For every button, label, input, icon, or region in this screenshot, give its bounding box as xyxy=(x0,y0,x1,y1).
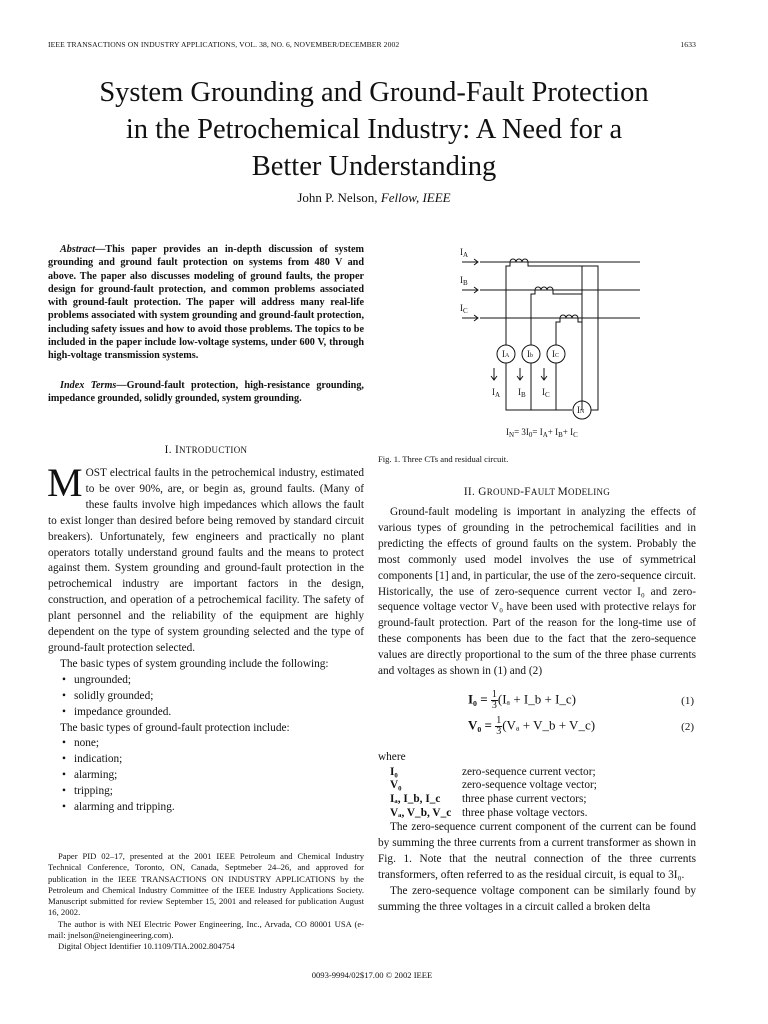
grounding-types-list xyxy=(62,673,364,721)
list-item: • tripping; xyxy=(62,784,364,800)
footnote-doi: Digital Object Identifier 10.1109/TIA.2002.804754 xyxy=(58,941,235,952)
table-row: Vₐ, V_b, V_c three phase voltage vectors. xyxy=(390,806,588,819)
intro-paragraph-3: The basic types of ground-fault protection include: xyxy=(60,721,290,734)
symbol-definitions xyxy=(390,766,597,820)
abstract-label: Abstract xyxy=(60,244,96,255)
index-terms xyxy=(48,379,364,406)
index-terms-label: Index Terms xyxy=(60,380,117,391)
modeling-paragraph-2: The zero-sequence current component of the current can be found by summing the three currents from a current transformer as shown in Fig. 1. Note that the neutral connection of the three currents transformers, often referred to as the residual circuit, is equal to 3I₀. xyxy=(378,821,696,881)
introduction-body xyxy=(47,460,364,816)
author-name: John P. Nelson, xyxy=(297,190,378,205)
list-item: • alarming; xyxy=(62,768,364,784)
abstract xyxy=(48,243,364,363)
svg-text:IA: $I_A$ xyxy=(492,387,501,399)
title-line-3: Better Understanding xyxy=(251,151,497,182)
copyright-line: 0093-9994/02$17.00 © 2002 IEEE xyxy=(311,970,433,980)
footnote xyxy=(48,851,364,953)
where-label: where xyxy=(378,750,406,763)
svg-text:Ib: Ib xyxy=(527,349,533,359)
list-item: • impedance grounded. xyxy=(62,705,364,721)
equation-1-number: (1) xyxy=(681,694,694,707)
table-row: I₀ zero-sequence current vector; xyxy=(390,765,596,778)
svg-text:IC: $I_C$ xyxy=(460,303,468,315)
modeling-paragraph-3: The zero-sequence voltage component can be similarly found by summing the three voltages in a circuit called a broken delta xyxy=(378,884,696,913)
author-grade: Fellow, IEEE xyxy=(380,190,451,205)
list-item: • ungrounded; xyxy=(62,673,364,689)
svg-text:IB: $I_B$ xyxy=(460,275,468,287)
table-row: V₀ zero-sequence voltage vector; xyxy=(390,779,597,792)
equation-1: I₀ = $\frac{1}{3}$ (Iₐ + I_b + I_c) (1) xyxy=(468,688,694,711)
title-line-1: System Grounding and Ground-Fault Protection xyxy=(99,77,649,108)
paper-title xyxy=(40,74,708,185)
svg-text:IC: IC xyxy=(552,349,560,359)
intro-paragraph-1: OST electrical faults in the petrochemical industry, estimated to be over 90%, are, or begin as, ground faults. (Many of these faults involve high impedances which allows the fault to exist longer than desired before being removed by standard circuit breakers). Unfortunately, few engineers and practically no plant operators totally understand ground faults and the means to protect against them. System grounding and ground-fault protection in the petrochemical industry are important factors in the design, construction, and operation of a petrochemical facility. The safety of plant personnel and the reliability of the equipment are highly dependent on the type of system grounding selected and the type of ground-fault protection selected. xyxy=(48,467,364,654)
svg-text:IA: IA xyxy=(502,349,510,359)
section-heading-introduction: I. INTRODUCTION xyxy=(164,444,248,456)
footnote-paragraph-1: Paper PID 02–17, presented at the 2001 IEEE Petroleum and Chemical Industry Technical Conference, Toronto, ON, Canada, Septmeber 24–26, and approved for publication in the IEEE TRANSACTIONS ON INDUSTRY APPLICATIONS by the Petroleum and Chemical Industry Committee of the IEEE Industry Applications Society. Manuscript submitted for review September 15, 2001 and released for publication August 16, 2002. xyxy=(48,851,364,918)
figure-ct-residual-circuit xyxy=(440,240,640,445)
ground-fault-modeling-body xyxy=(378,505,696,916)
intro-paragraph-2: The basic types of system grounding include the following: xyxy=(60,657,329,670)
list-item: • indication; xyxy=(62,752,364,768)
protection-types-list xyxy=(62,736,364,816)
list-item: • solidly grounded; xyxy=(62,689,364,705)
running-head xyxy=(48,40,696,49)
equation-2-number: (2) xyxy=(681,720,694,733)
svg-text:IA: $I_A$ xyxy=(460,247,469,259)
drop-cap: M xyxy=(47,460,83,505)
table-row: Iₐ, I_b, I_c three phase current vectors; xyxy=(390,793,587,806)
svg-text:IN: IN xyxy=(577,405,585,415)
equation-2: V₀ = $\frac{1}{3}$ (Vₐ + V_b + V_c) (2) xyxy=(468,714,694,737)
page-number: 1633 xyxy=(680,40,696,49)
modeling-paragraph-1: Ground-fault modeling is important in analyzing the effects of various types of grounding in the petrochemical facilities and in predicting the effects of ground faults on the system. Probably the most commonly used model involves the use of symmetrical components [1] and, in particular, the use of the zero-sequence circuit. Historically, the use of zero-sequence current vector I₀ and zero-sequence voltage vector V₀ have been used with protective relays for ground-fault protection. Part of the reason for the long-time use of these components has been due to the fact that the zero-sequence values are directly proportional to the sum of the three phase currents and voltages as shown in (1) and (2) xyxy=(378,506,696,678)
journal-citation: IEEE TRANSACTIONS ON INDUSTRY APPLICATIONS, VOL. 38, NO. 6, NOVEMBER/DECEMBER 2002 xyxy=(48,40,400,49)
figure-equation: $I_N= 3I_0= I_A+ I_B+ I_C$ xyxy=(506,427,578,439)
svg-text:IB: $I_B$ xyxy=(518,387,526,399)
index-terms-text: —Ground-fault protection, high-resistance grounding, impedance grounded, solidly grounded, system grounding. xyxy=(48,380,364,405)
title-line-2: in the Petrochemical Industry: A Need for a xyxy=(125,114,623,145)
author-line xyxy=(40,190,708,206)
list-item: • alarming and tripping. xyxy=(62,800,364,816)
list-item: • none; xyxy=(62,736,364,752)
abstract-text: —This paper provides an in-depth discussion of system grounding and ground fault protection on systems from 480 V and above. The paper also discusses modeling of ground faults, the proper design for ground-fault protection, and common problems associated with ground-fault protection. The paper will address many real-life problems associated with system grounding and ground-fault protection, including safety issues and how to avoid those problems. The topics to be included in the paper include low-voltage systems, under 600 V, through high-voltage transmission systems. xyxy=(48,244,364,362)
svg-text:IC: $I_C$ xyxy=(542,387,550,399)
footnote-paragraph-2: The author is with NEI Electric Power Engineering, Inc., Arvada, CO 80001 USA (e-mail: jnelson@neiengineering.com). xyxy=(48,918,364,941)
figure-caption: Fig. 1. Three CTs and residual circuit. xyxy=(378,454,509,464)
section-heading-ground-fault-modeling: II. GROUND-FAULT MODELING xyxy=(463,486,611,498)
